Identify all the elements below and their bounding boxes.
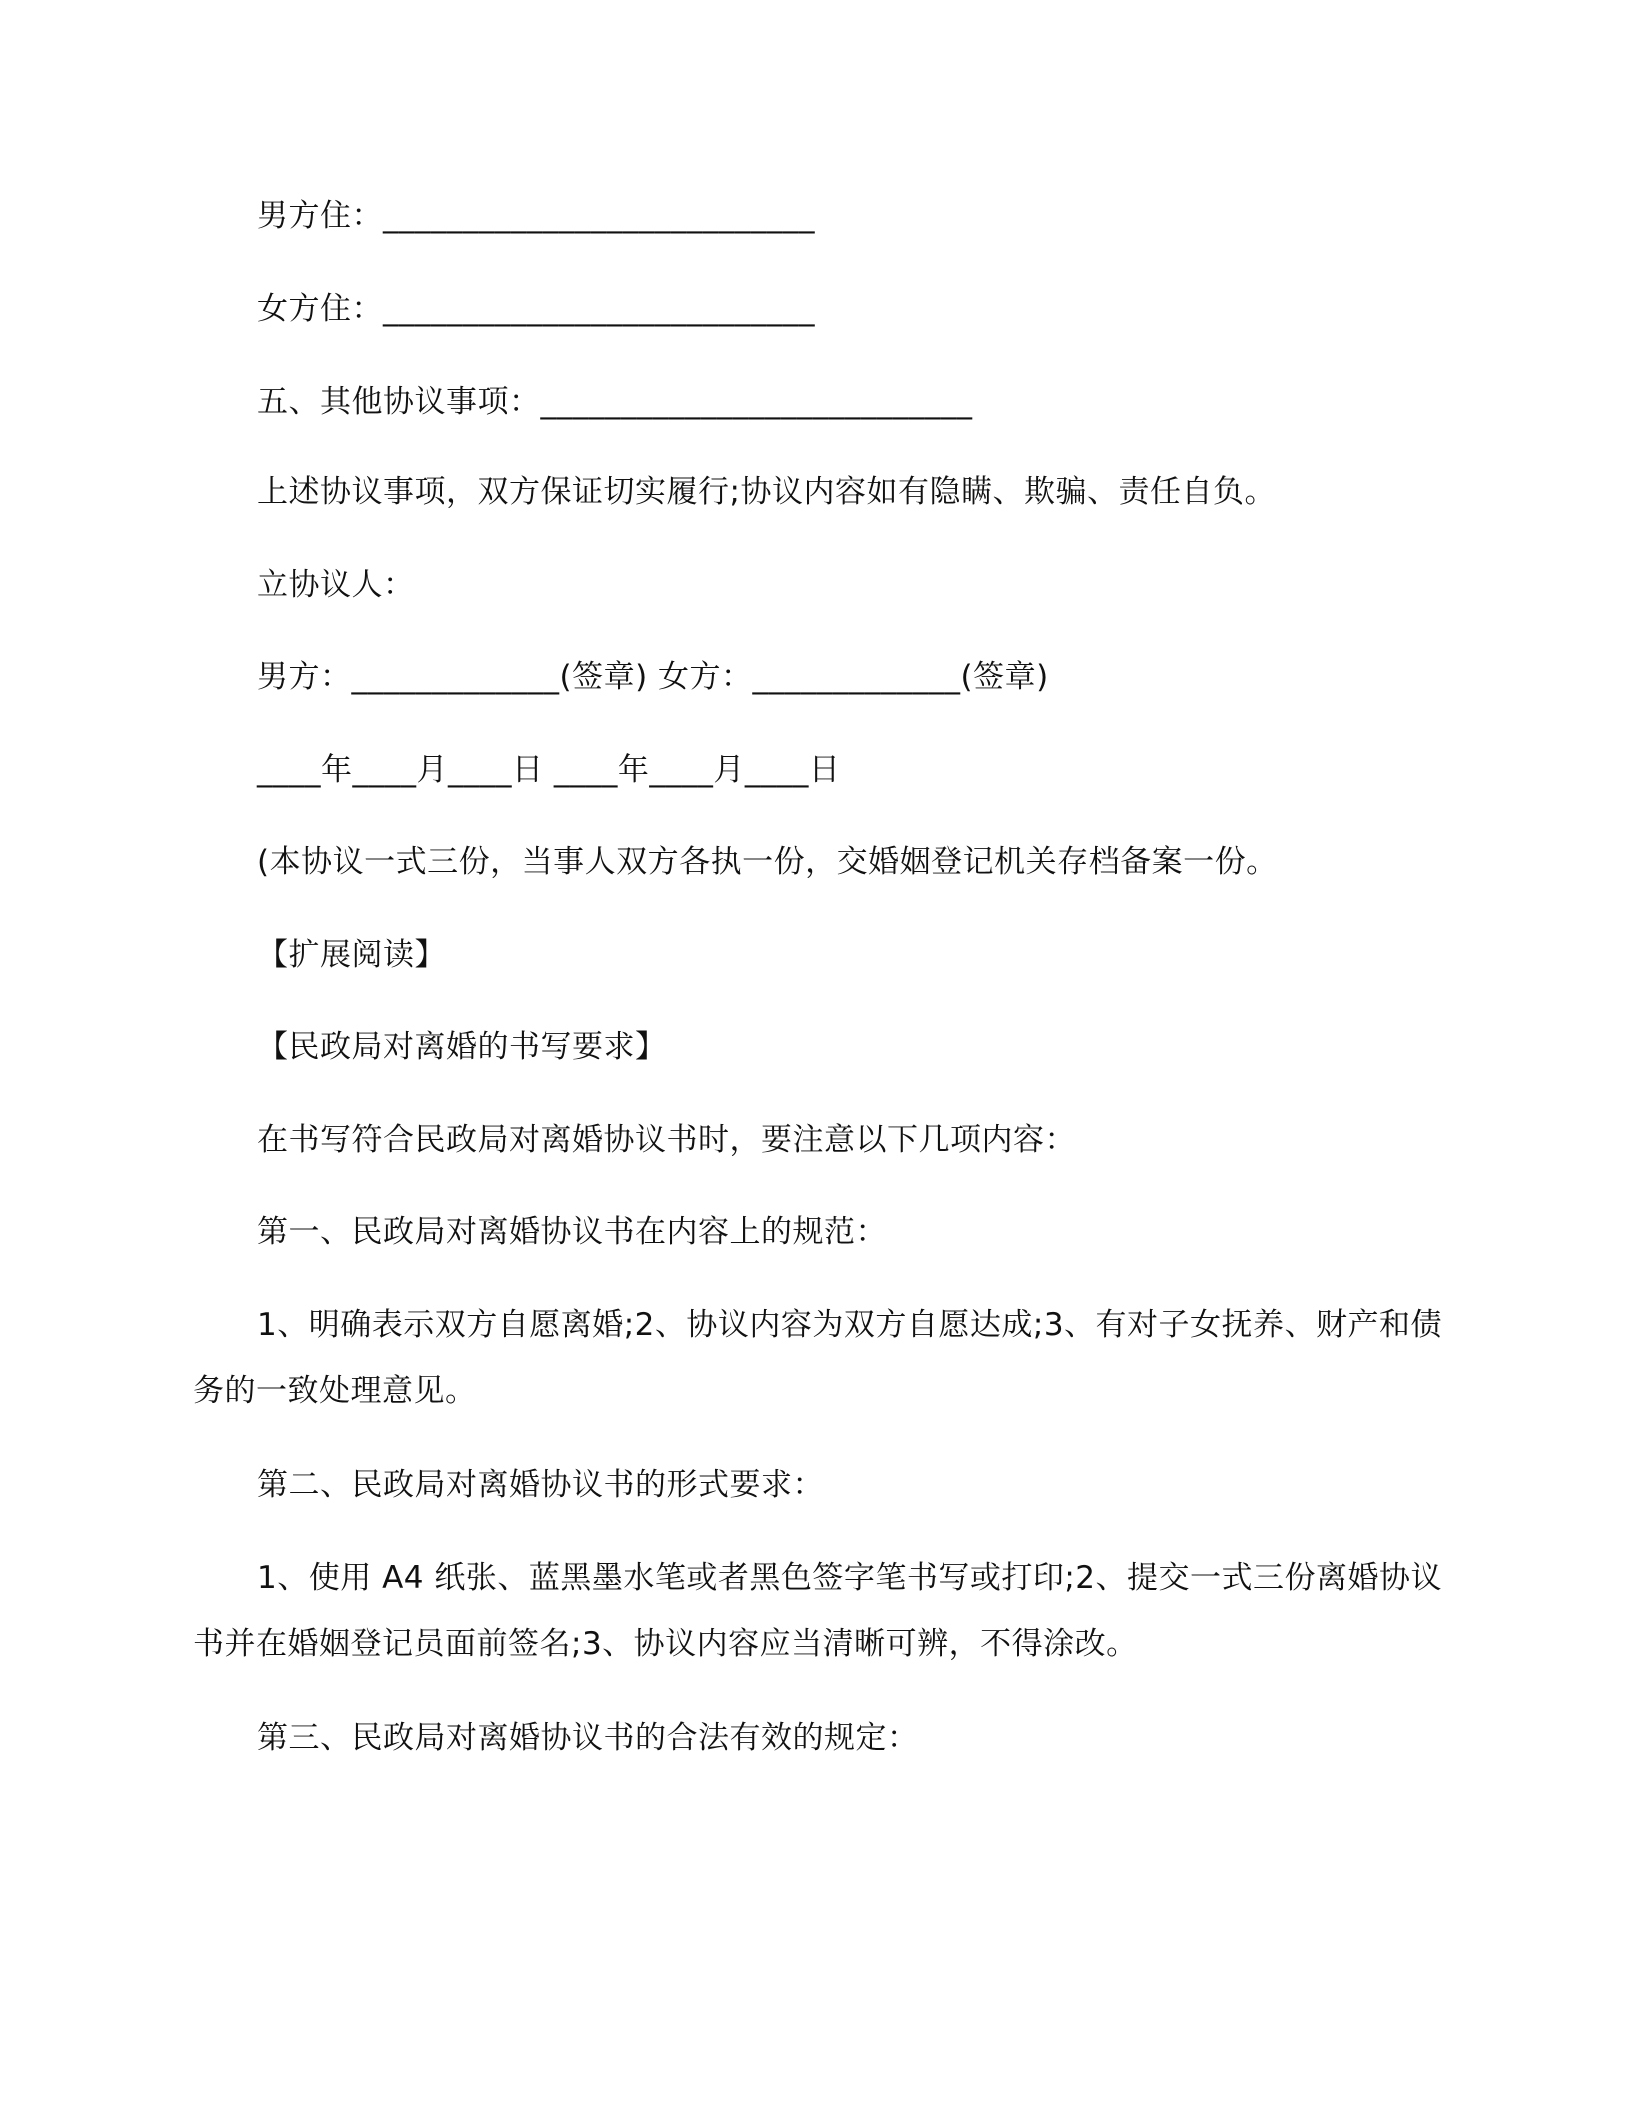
section-two-heading: 第二、民政局对离婚协议书的形式要求： [257,1467,824,1503]
copies-note: (本协议一式三份，当事人双方各执一份，交婚姻登记机关存档备案一份。 [257,844,1278,880]
requirements-heading: 【民政局对离婚的书写要求】 [257,1029,667,1065]
signature-line: 男方：_____________(签章) 女方：_____________(签章) [257,659,1049,695]
section-one-heading: 第一、民政局对离婚协议书在内容上的规范： [257,1214,887,1250]
male-residence-line: 男方住：___________________________ [257,198,815,234]
female-residence-line: 女方住：___________________________ [257,291,815,327]
section-one-body: 1、明确表示双方自愿离婚;2、协议内容为双方自愿达成;3、有对子女抚养、财产和债务的一致处理意见。 [193,1307,1443,1409]
extended-reading-heading: 【扩展阅读】 [257,937,446,973]
intro-paragraph: 在书写符合民政局对离婚协议书时，要注意以下几项内容： [257,1122,1076,1158]
section-three-heading: 第三、民政局对离婚协议书的合法有效的规定： [257,1720,919,1756]
commitment-statement: 上述协议事项，双方保证切实履行;协议内容如有隐瞒、欺骗、责任自负。 [257,474,1276,510]
signatories-heading: 立协议人： [257,567,415,603]
date-line: ____年____月____日 ____年____月____日 [257,752,841,788]
other-matters-line: 五、其他协议事项：___________________________ [257,384,973,420]
section-two-body: 1、使用 A4 纸张、蓝黑墨水笔或者黑色签字笔书写或打印;2、提交一式三份离婚协议书并在婚姻登记员面前签名;3、协议内容应当清晰可辨，不得涂改。 [193,1560,1443,1662]
